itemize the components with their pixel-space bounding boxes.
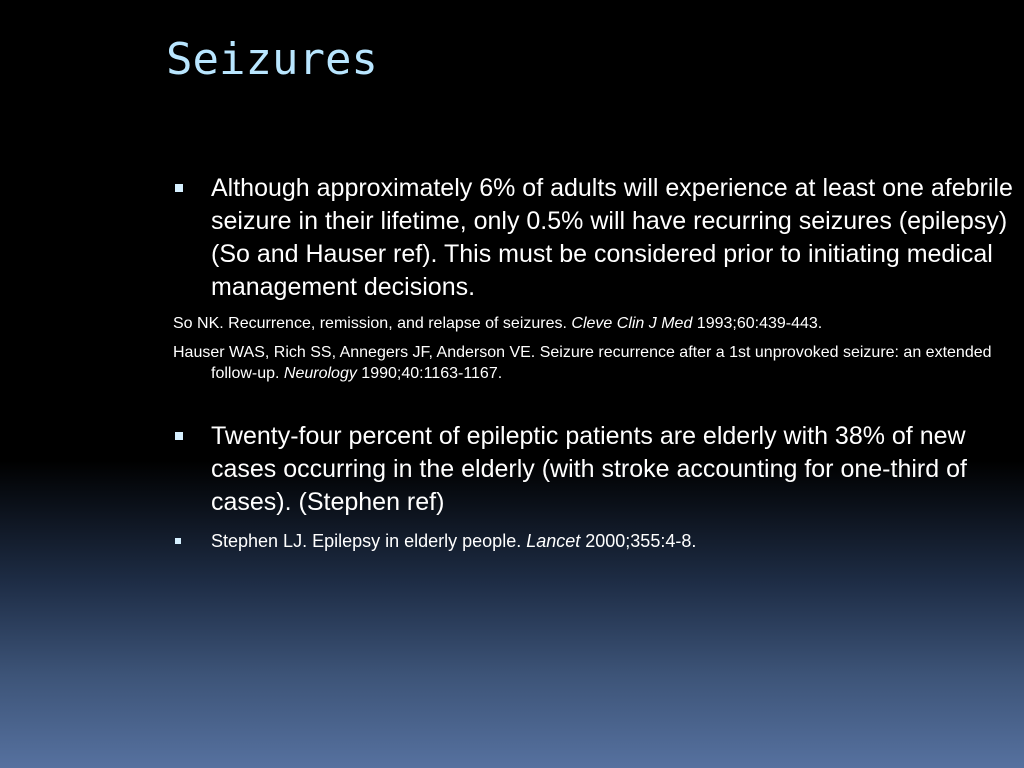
bullet-item [173, 420, 1018, 519]
slide-title: Seizures [166, 34, 378, 85]
bullet-item [173, 172, 1018, 304]
bullet-text: Although approximately 6% of adults will experience at least one afebrile seizure in their lifetime, only 0.5% will have recurring seizures (epilepsy) (So and Hauser ref). This must be considered prior to initiating medical management decisions. [211, 174, 1013, 301]
reference-journal: Neurology [283, 365, 357, 382]
reference-journal: Cleve Clin J Med [571, 315, 693, 332]
square-bullet-icon [175, 538, 181, 544]
reference-item [173, 313, 1018, 334]
sub-bullet-item [173, 529, 1018, 553]
slide-content [173, 172, 1018, 553]
reference-details: 1993;60:439-443. [692, 315, 823, 332]
reference-details: 1990;40:1163-1167. [356, 365, 503, 382]
bullet-text: Twenty-four percent of epileptic patients are elderly with 38% of new cases occurring in the elderly (with stroke accounting for one-third of cases). (Stephen ref) [211, 422, 967, 516]
reference-details: 2000;355:4-8. [580, 531, 697, 551]
reference-authors: So NK. Recurrence, remission, and relapse of seizures. [173, 315, 572, 332]
reference-authors: Hauser WAS, Rich SS, Annegers JF, Anderson VE. Seizure recurrence after a 1st unprovoked seizure: an extended follow-up. [173, 344, 992, 382]
reference-authors: Stephen LJ. Epilepsy in elderly people. [211, 531, 527, 551]
square-bullet-icon [175, 432, 183, 440]
reference-journal: Lancet [526, 531, 581, 551]
square-bullet-icon [175, 184, 183, 192]
reference-item [173, 342, 1018, 384]
